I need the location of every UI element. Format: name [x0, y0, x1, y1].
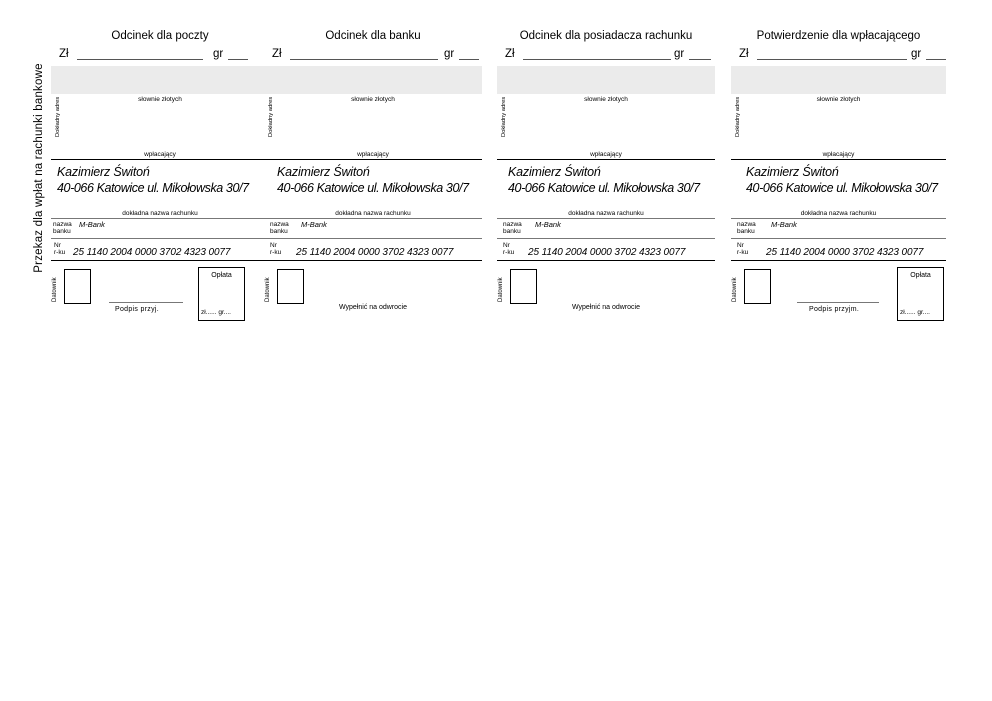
address-label: Dokładny adres [55, 96, 61, 137]
payer-line [731, 159, 946, 160]
zl-label: Zł [505, 48, 515, 60]
datownik-box [510, 269, 537, 304]
amount-in-words-field[interactable] [51, 66, 269, 94]
bank-name-value: M-Bank [79, 220, 105, 229]
account-number-label: Nr r-ku [270, 242, 282, 257]
fee-box [198, 267, 245, 321]
account-name-line [497, 218, 715, 219]
account-number-line [731, 260, 946, 261]
account-name-line [264, 218, 482, 219]
payer-address: 40-066 Katowice ul. Mikołowska 30/7 [57, 181, 249, 195]
section-title: Odcinek dla banku [325, 30, 421, 42]
zl-line [523, 59, 671, 60]
payer-address: 40-066 Katowice ul. Mikołowska 30/7 [277, 181, 469, 195]
gr-label: gr [213, 48, 224, 60]
payer-label: wpłacający [590, 151, 622, 158]
datownik-box [744, 269, 771, 304]
signature-label: Podpis przyj. [115, 306, 159, 313]
account-number-label: Nr r-ku [54, 242, 66, 257]
form-title: Przekaz dla wpłat na rachunki bankowe [33, 63, 45, 273]
gr-line [228, 59, 248, 60]
datownik-label: Datownik [52, 277, 58, 302]
section-title: Potwierdzenie dla wpłacającego [756, 30, 921, 42]
zl-line [757, 59, 907, 60]
account-number-line [264, 260, 482, 261]
bank-name-value: M-Bank [535, 220, 561, 229]
address-label: Dokładny adres [501, 96, 507, 137]
payer-label: wpłacający [822, 151, 855, 158]
gr-line [689, 59, 711, 60]
bank-name-label: nazwa banku [270, 221, 289, 235]
payer-address: 40-066 Katowice ul. Mikołowska 30/7 [508, 181, 700, 195]
gr-line [459, 59, 479, 60]
gr-label: gr [911, 48, 922, 60]
gr-label: gr [674, 48, 685, 60]
datownik-box [277, 269, 304, 304]
payer-line [497, 159, 715, 160]
account-name-label: dokładna nazwa rachunku [335, 210, 411, 217]
payer-line [264, 159, 482, 160]
bank-line [264, 238, 482, 239]
bank-name-value: M-Bank [771, 220, 797, 229]
bank-name-label: nazwa banku [737, 221, 756, 235]
amount-in-words-label: słownie złotych [584, 96, 628, 103]
reverse-note: Wypełnić na odwrocie [571, 304, 641, 311]
bank-line [51, 238, 269, 239]
zl-line [290, 59, 438, 60]
account-number-line [497, 260, 715, 261]
gr-line [926, 59, 946, 60]
amount-in-words-label: słownie złotych [816, 96, 861, 103]
gr-label: gr [444, 48, 455, 60]
account-name-label: dokładna nazwa rachunku [800, 210, 877, 217]
payer-name: Kazimierz Świtoń [277, 165, 370, 179]
signature-label: Podpis przyjm. [809, 306, 860, 313]
bank-name-value: M-Bank [301, 220, 327, 229]
amount-in-words-label: słownie złotych [138, 96, 182, 103]
section-post-office [51, 26, 269, 326]
reverse-note: Wypełnić na odwrocie [338, 304, 408, 311]
bank-line [731, 238, 946, 239]
amount-in-words-field[interactable] [731, 66, 946, 94]
account-name-line [731, 218, 946, 219]
payer-name: Kazimierz Świtoń [57, 165, 150, 179]
fee-title: Opłata [211, 272, 232, 279]
payer-name: Kazimierz Świtoń [746, 165, 839, 179]
bank-name-label: nazwa banku [503, 221, 522, 235]
fee-box [897, 267, 944, 321]
zl-line [77, 59, 203, 60]
signature-line [797, 302, 879, 303]
amount-field[interactable] [51, 48, 269, 64]
amount-field[interactable] [264, 48, 482, 64]
fee-title: Opłata [910, 272, 931, 279]
datownik-box [64, 269, 91, 304]
account-name-line [51, 218, 269, 219]
address-label: Dokładny adres [735, 96, 741, 137]
section-bank [264, 26, 482, 326]
amount-field[interactable] [731, 48, 946, 64]
account-number-value: 25 1140 2004 0000 3702 4323 0077 [766, 247, 924, 258]
datownik-label: Datownik [498, 277, 504, 302]
address-label: Dokładny adres [268, 96, 274, 137]
section-title: Odcinek dla posiadacza rachunku [519, 30, 693, 42]
bank-line [497, 238, 715, 239]
payer-name: Kazimierz Świtoń [508, 165, 601, 179]
account-number-value: 25 1140 2004 0000 3702 4323 0077 [528, 247, 686, 258]
zl-label: Zł [59, 48, 69, 60]
zl-label: Zł [272, 48, 282, 60]
fee-amount: zł...... gr.... [900, 309, 930, 316]
payer-address: 40-066 Katowice ul. Mikołowska 30/7 [746, 181, 938, 195]
datownik-label: Datownik [265, 277, 271, 302]
section-title: Odcinek dla poczty [111, 30, 209, 42]
amount-field[interactable] [497, 48, 715, 64]
account-number-value: 25 1140 2004 0000 3702 4323 0077 [296, 247, 454, 258]
amount-in-words-label: słownie złotych [351, 96, 395, 103]
payer-label: wpłacający [357, 151, 389, 158]
zl-label: Zł [739, 48, 749, 60]
account-number-label: Nr r-ku [737, 242, 749, 257]
section-account-holder [497, 26, 715, 326]
payer-line [51, 159, 269, 160]
amount-in-words-field[interactable] [497, 66, 715, 94]
account-number-value: 25 1140 2004 0000 3702 4323 0077 [73, 247, 231, 258]
account-number-label: Nr r-ku [503, 242, 515, 257]
signature-line [109, 302, 183, 303]
account-name-label: dokładna nazwa rachunku [122, 210, 198, 217]
payer-label: wpłacający [144, 151, 176, 158]
amount-in-words-field[interactable] [264, 66, 482, 94]
bank-name-label: nazwa banku [53, 221, 72, 235]
account-name-label: dokładna nazwa rachunku [568, 210, 644, 217]
datownik-label: Datownik [732, 277, 738, 302]
fee-amount: zł...... gr.... [201, 309, 231, 316]
section-payer-receipt [731, 26, 946, 326]
account-number-line [51, 260, 269, 261]
